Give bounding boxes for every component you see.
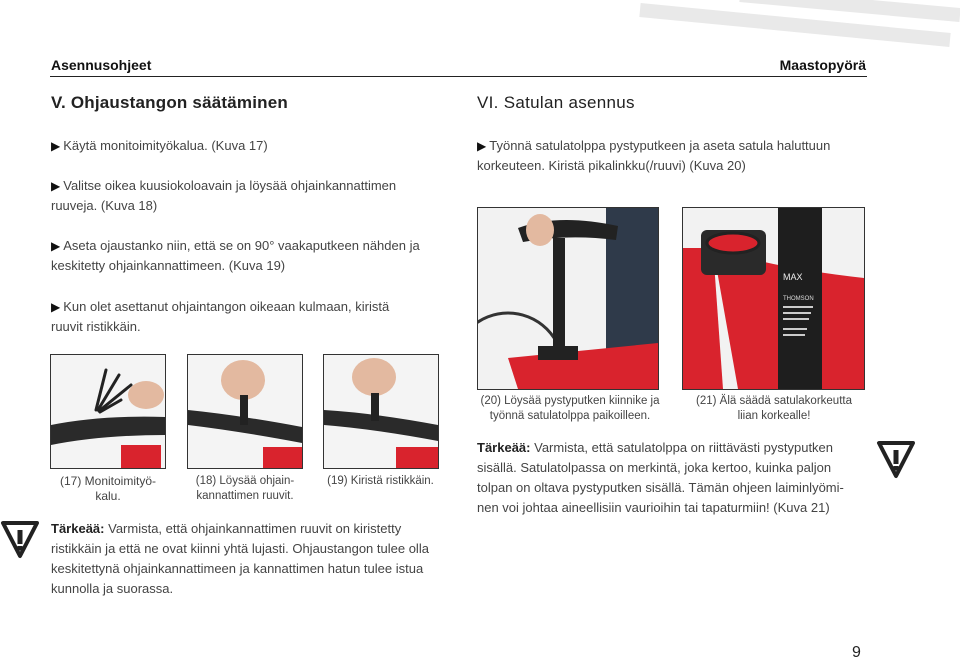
warning-text: Varmista, että ohjainkannattimen ruuvit on kiristetty ristikkäin ja että ne ovat kiinni yhtä lujasti. Ohjaustangon tulee olla keskitettynä ohjainkannattimeen ja kannattimen hatun tulee istua kunnolla ja suorassa.: [51, 521, 429, 596]
section5-step-2: ▶ Valitse oikea kuusiokoloavain ja löysää ohjainkannattimen ruuveja. (Kuva 18): [51, 178, 397, 213]
photo-seatpost-max-mark: [682, 207, 865, 390]
seatpost-brand-text: THOMSON: [783, 296, 814, 302]
warning-triangle-icon: [0, 519, 40, 559]
section5-step-3: ▶ Aseta ojaustanko niin, että se on 90° vaakaputkeen nähden ja keskitetty ohjainkannattimeen. (Kuva 19): [51, 238, 420, 273]
header-rule: [50, 76, 867, 77]
section5-title: V. Ohjaustangon säätäminen: [51, 93, 288, 112]
caption-20: (20) Löysää pystyputken kiinnike ja työnnä satulatolppa paikoilleen.: [480, 395, 660, 422]
photo-loosen-bolts: [187, 354, 303, 469]
warning-label: Tärkeää:: [477, 440, 531, 455]
photo-seatpost-insert: [477, 207, 659, 390]
caption-21: (21) Älä säädä satulakorkeutta liian korkealle!: [696, 395, 852, 422]
page-number: 9: [852, 644, 861, 661]
bullet-arrow-icon: ▶: [51, 300, 61, 314]
bullet-arrow-icon: ▶: [477, 139, 487, 153]
section6-warning: [477, 438, 862, 518]
warning-text: Varmista, että satulatolppa on riittävästi pystyputken sisällä. Satulatolpassa on merkintä, joka kertoo, kuinka paljon tolpan on oltava pystyputken sisällä. Tämän ohjeen laiminlyömi-nen voi johtaa aineellisiin vaurioihin tai tapaturmiin! (Kuva 21): [477, 440, 844, 515]
section6-title: VI. Satulan asennus: [477, 93, 635, 112]
warning-triangle-icon: [876, 439, 916, 479]
caption-19: (19) Kiristä ristikkäin.: [327, 475, 434, 487]
seatpost-max-text: MAX: [783, 272, 803, 282]
warning-label: Tärkeää:: [51, 521, 105, 536]
header-right: Maastopyörä: [779, 57, 866, 73]
photo-tighten-crosswise: [323, 354, 439, 469]
section5-step-4: ▶ Kun olet asettanut ohjaintangon oikeaan kulmaan, kiristä ruuvit ristikkäin.: [51, 299, 390, 334]
section5-warning: [51, 519, 441, 599]
photo-multitool: [50, 354, 166, 469]
section6-step: ▶ Työnnä satulatolppa pystyputkeen ja aseta satula haluttuun korkeuteen. Kiristä pikalinkku(/ruuvi) (Kuva 20): [477, 138, 831, 173]
bullet-arrow-icon: ▶: [51, 139, 61, 153]
section5-step-1: ▶ Käytä monitoimityökalua. (Kuva 17): [51, 138, 268, 153]
bullet-arrow-icon: ▶: [51, 239, 61, 253]
bullet-arrow-icon: ▶: [51, 179, 61, 193]
header-left: Asennusohjeet: [51, 57, 152, 73]
caption-18: (18) Löysää ohjain-kannattimen ruuvit.: [195, 475, 295, 502]
caption-17: (17) Monitoimityö-kalu.: [59, 474, 157, 503]
